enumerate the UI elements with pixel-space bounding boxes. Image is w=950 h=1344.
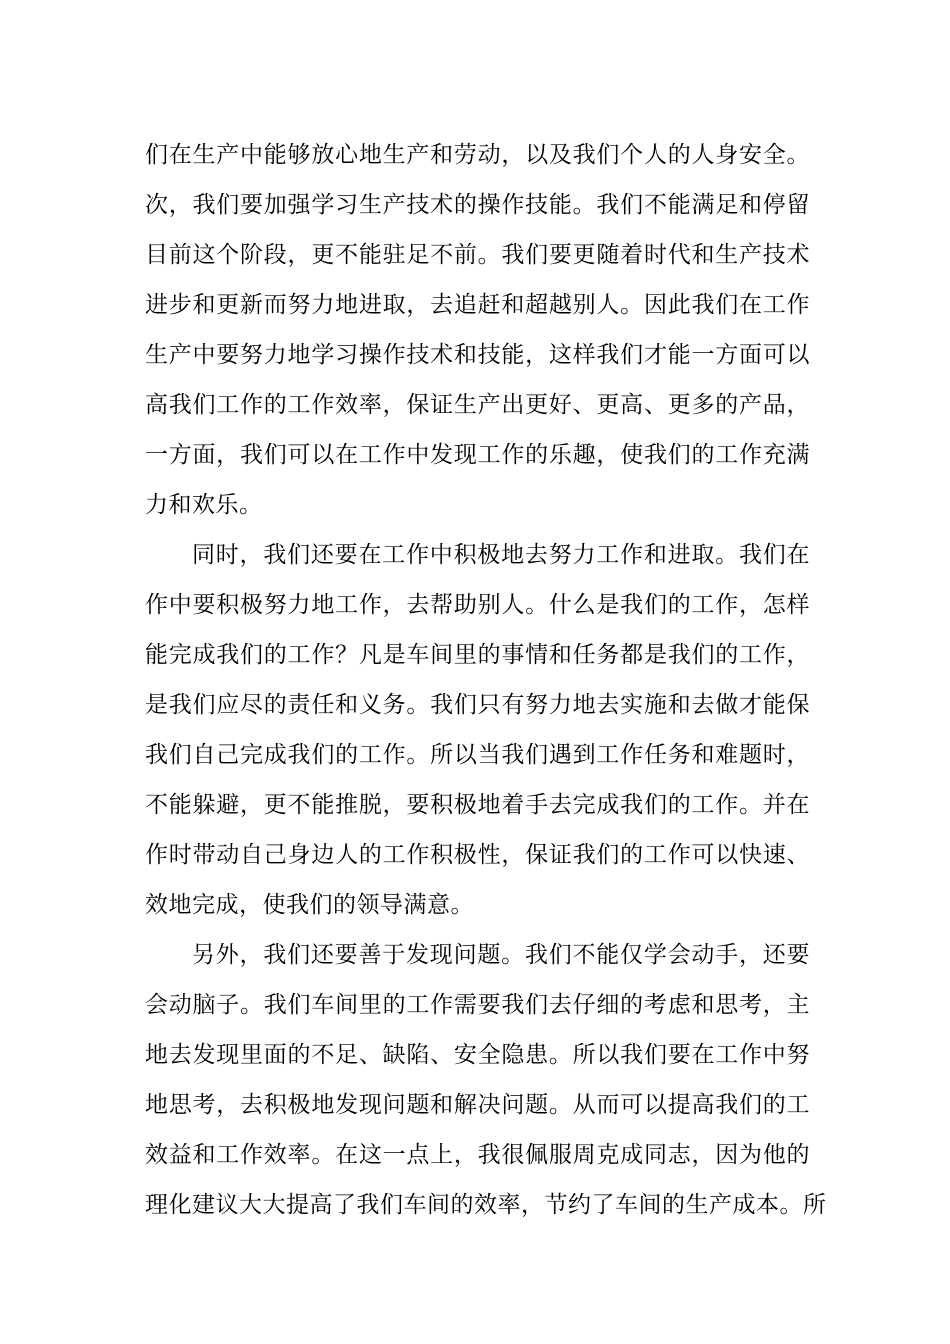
paragraph: [145, 530, 810, 930]
text-line: 们在生产中能够放心地生产和劳动，以及我们个人的人身安全。: [145, 142, 810, 168]
text-line: 理化建议大大提高了我们车间的效率，节约了车间的生产成本。所: [145, 1192, 827, 1218]
text-line: 是我们应尽的责任和义务。我们只有努力地去实施和去做才能保: [145, 692, 810, 718]
text-line: 效地完成，使我们的领导满意。: [145, 892, 474, 918]
text-line: 作时带动自己身边人的工作积极性，保证我们的工作可以快速、: [145, 842, 810, 868]
text-line: 会动脑子。我们车间里的工作需要我们去仔细的考虑和思考，主: [145, 992, 810, 1018]
document-body: [145, 130, 827, 1230]
text-line: 作中要积极努力地工作，去帮助别人。什么是我们的工作，怎样: [145, 592, 810, 618]
text-line: 同时，我们还要在工作中积极地去努力工作和进取。我们在: [192, 542, 810, 568]
paragraph: [145, 930, 827, 1230]
text-line: 能完成我们的工作？凡是车间里的事情和任务都是我们的工作，: [145, 642, 810, 668]
text-line: 生产中要努力地学习操作技术和技能，这样我们才能一方面可以: [145, 342, 810, 368]
text-line: 高我们工作的工作效率，保证生产出更好、更高、更多的产品，: [145, 392, 810, 418]
text-line: 我们自己完成我们的工作。所以当我们遇到工作任务和难题时，: [145, 742, 810, 768]
text-line: 效益和工作效率。在这一点上，我很佩服周克成同志，因为他的: [145, 1142, 810, 1168]
paragraph: [145, 130, 810, 530]
text-line: 地去发现里面的不足、缺陷、安全隐患。所以我们要在工作中努: [145, 1042, 810, 1068]
text-line: 不能躲避，更不能推脱，要积极地着手去完成我们的工作。并在: [145, 792, 810, 818]
text-line: 目前这个阶段，更不能驻足不前。我们要更随着时代和生产技术: [145, 242, 810, 268]
text-line: 力和欢乐。: [145, 492, 263, 518]
text-line: 进步和更新而努力地进取，去追赶和超越别人。因此我们在工作: [145, 292, 810, 318]
text-line: 次，我们要加强学习生产技术的操作技能。我们不能满足和停留: [145, 192, 810, 218]
text-line: 另外，我们还要善于发现问题。我们不能仅学会动手，还要: [192, 942, 810, 968]
text-line: 一方面，我们可以在工作中发现工作的乐趣，使我们的工作充满: [145, 442, 810, 468]
text-line: 地思考，去积极地发现问题和解决问题。从而可以提高我们的工: [145, 1092, 810, 1118]
